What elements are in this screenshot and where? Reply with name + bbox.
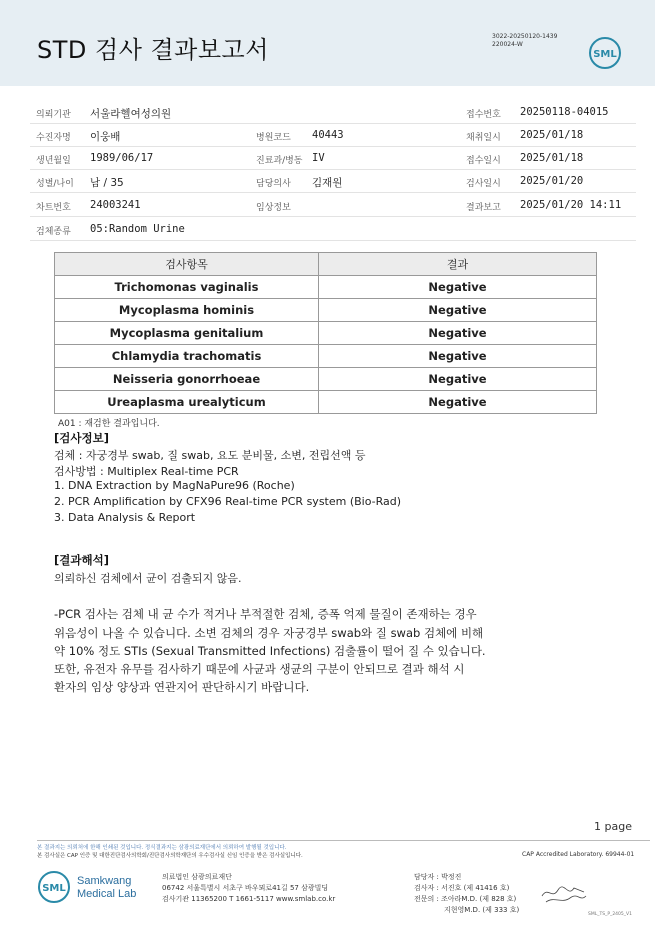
form-code: SML_TS_P_2405_V1 bbox=[588, 912, 632, 917]
address-line-2: 06742 서울특별시 서초구 바우뫼로41길 57 삼광빌딩 bbox=[162, 884, 329, 892]
document-id bbox=[492, 33, 557, 49]
dept-label: 진료과/병동 bbox=[256, 156, 303, 166]
test-info-title: [검사정보] bbox=[54, 431, 109, 445]
info-row-birth bbox=[30, 147, 636, 170]
cap-accreditation: CAP Accredited Laboratory. 69944-01 bbox=[522, 851, 635, 858]
chart-value: 24003241 bbox=[90, 199, 141, 211]
doctor-value: 김재원 bbox=[312, 177, 343, 189]
ward-code-value: 40443 bbox=[312, 129, 344, 141]
specimen-value: 05:Random Urine bbox=[90, 223, 185, 235]
result-value: Negative bbox=[319, 276, 597, 299]
info-row-specimen bbox=[30, 218, 636, 241]
table-row bbox=[55, 299, 597, 322]
info-row-patient bbox=[30, 124, 636, 147]
interpretation-summary: 의뢰하신 검체에서 균이 검출되지 않음. bbox=[54, 572, 242, 585]
doctor-label: 담당의사 bbox=[256, 179, 291, 189]
results-header-result: 결과 bbox=[319, 253, 597, 276]
document-id-line2: 220024-W bbox=[492, 41, 523, 48]
result-item: Chlamydia trachomatis bbox=[55, 345, 319, 368]
test-info-line: 검사방법 : Multiplex Real-time PCR bbox=[54, 465, 239, 478]
signature-icon bbox=[540, 882, 588, 906]
report-header bbox=[0, 0, 655, 86]
info-row-sex-age bbox=[30, 170, 636, 193]
ward-code-label: 병원코드 bbox=[256, 133, 291, 143]
result-item: Neisseria gonorrhoeae bbox=[55, 368, 319, 391]
interpretation-line: -PCR 검사는 검체 내 균 수가 적거나 부적절한 검체, 증폭 억제 물질이 존재하는 경우 bbox=[54, 607, 477, 621]
result-item: Trichomonas vaginalis bbox=[55, 276, 319, 299]
dept-value: IV bbox=[312, 152, 325, 164]
test-info-line: 검체 : 자궁경부 swab, 질 swab, 요도 분비물, 소변, 전립선액 등 bbox=[54, 449, 366, 462]
birth-value: 1989/06/17 bbox=[90, 152, 154, 164]
collect-date-label: 채취일시 bbox=[466, 133, 501, 143]
table-row bbox=[55, 322, 597, 345]
test-info-line: 3. Data Analysis & Report bbox=[54, 511, 196, 524]
interpretation-title: [결과해석] bbox=[54, 553, 109, 567]
info-row-institution bbox=[30, 101, 636, 124]
footer-disclaimer-2: 본 검사실은 CAP 인증 및 대한진단검사의학회/진단검사의학재단의 우수검사실 신임 인증을 받은 검사실입니다. bbox=[37, 853, 303, 859]
patient-value: 이웅배 bbox=[90, 131, 121, 143]
result-value: Negative bbox=[319, 322, 597, 345]
table-row bbox=[55, 368, 597, 391]
result-item: Mycoplasma genitalium bbox=[55, 322, 319, 345]
interpretation-line: 위음성이 나올 수 있습니다. 소변 검체의 경우 자궁경부 swab와 질 swab 검체에 비해 bbox=[54, 626, 484, 640]
result-value: Negative bbox=[319, 299, 597, 322]
table-row bbox=[55, 276, 597, 299]
chart-label: 차트번호 bbox=[36, 203, 71, 213]
footer-staff bbox=[414, 872, 519, 916]
staff-line-4: 지현영M.D. (제 333 호) bbox=[444, 906, 520, 914]
institution-value: 서울라헬여성의원 bbox=[90, 108, 172, 120]
test-info-line: 1. DNA Extraction by MagNaPure96 (Roche) bbox=[54, 479, 295, 492]
specimen-label: 검체종류 bbox=[36, 227, 71, 237]
results-header-row bbox=[55, 253, 597, 276]
footer-divider bbox=[37, 840, 650, 841]
interpretation-line: 또한, 유전자 유무를 검사하기 때문에 사균과 생균의 구분이 안되므로 결과 해석 시 bbox=[54, 662, 465, 676]
brand-line-1: Samkwang bbox=[77, 875, 132, 887]
receipt-no-value: 20250118-04015 bbox=[520, 106, 609, 118]
test-info-line: 2. PCR Amplification by CFX96 Real-time PCR system (Bio-Rad) bbox=[54, 495, 402, 508]
sex-age-label: 성별/나이 bbox=[36, 179, 74, 189]
table-row bbox=[55, 391, 597, 414]
results-table bbox=[54, 252, 597, 414]
address-line-1: 의료법인 삼광의료재단 bbox=[162, 873, 232, 881]
results-header-item: 검사항목 bbox=[55, 253, 319, 276]
sml-footer-logo-icon bbox=[37, 870, 71, 904]
patient-label: 수진자명 bbox=[36, 133, 71, 143]
test-date-label: 검사일시 bbox=[466, 179, 501, 189]
table-row bbox=[55, 345, 597, 368]
result-value: Negative bbox=[319, 368, 597, 391]
staff-line-3: 전문의 : 조아라M.D. (제 828 호) bbox=[414, 895, 517, 903]
result-item: Ureaplasma urealyticum bbox=[55, 391, 319, 414]
sml-logo-icon bbox=[588, 36, 622, 70]
collect-date-value: 2025/01/18 bbox=[520, 129, 584, 141]
footer-logo-text: SML bbox=[42, 883, 66, 894]
brand-line-2: Medical Lab bbox=[77, 888, 137, 900]
test-date-value: 2025/01/20 bbox=[520, 175, 584, 187]
sex-age-value: 남 / 35 bbox=[90, 177, 124, 189]
result-item: Mycoplasma hominis bbox=[55, 299, 319, 322]
page-number: 1 page bbox=[594, 820, 632, 833]
staff-line-2: 검사자 : 서진호 (제 41416 호) bbox=[414, 884, 510, 892]
receipt-date-value: 2025/01/18 bbox=[520, 152, 584, 164]
receipt-date-label: 접수일시 bbox=[466, 156, 501, 166]
header-logo-text: SML bbox=[593, 49, 617, 60]
interpretation-line: 약 10% 정도 STIs (Sexual Transmitted Infections) 검출률이 떨어 질 수 있습니다. bbox=[54, 644, 486, 658]
birth-label: 생년월일 bbox=[36, 156, 71, 166]
report-label: 결과보고 bbox=[466, 203, 501, 213]
receipt-no-label: 접수번호 bbox=[466, 110, 501, 120]
retest-note: A01 : 재검한 결과입니다. bbox=[58, 419, 160, 429]
clinical-label: 임상정보 bbox=[256, 203, 291, 213]
address-line-3: 검사기관 11365200 T 1661-5117 www.smlab.co.kr bbox=[162, 895, 336, 903]
staff-line-1: 담당자 : 박정진 bbox=[414, 873, 462, 881]
report-title: STD 검사 결과보고서 bbox=[37, 36, 269, 64]
report-date-value: 2025/01/20 14:11 bbox=[520, 199, 622, 211]
result-value: Negative bbox=[319, 391, 597, 414]
document-id-line1: 3022-20250120-1439 bbox=[492, 33, 558, 40]
footer-disclaimer-1: 본 결과지는 의뢰처에 한해 인쇄된 것입니다. 정식결과지는 삼광의료재단에서 의뢰하여 발행될 것입니다. bbox=[37, 845, 287, 851]
footer-address bbox=[162, 872, 335, 905]
info-row-chart bbox=[30, 194, 636, 217]
interpretation-line: 환자의 임상 양상과 연관지어 판단하시기 바랍니다. bbox=[54, 680, 310, 694]
result-value: Negative bbox=[319, 345, 597, 368]
brand-name bbox=[77, 875, 136, 901]
institution-label: 의뢰기관 bbox=[36, 110, 71, 120]
